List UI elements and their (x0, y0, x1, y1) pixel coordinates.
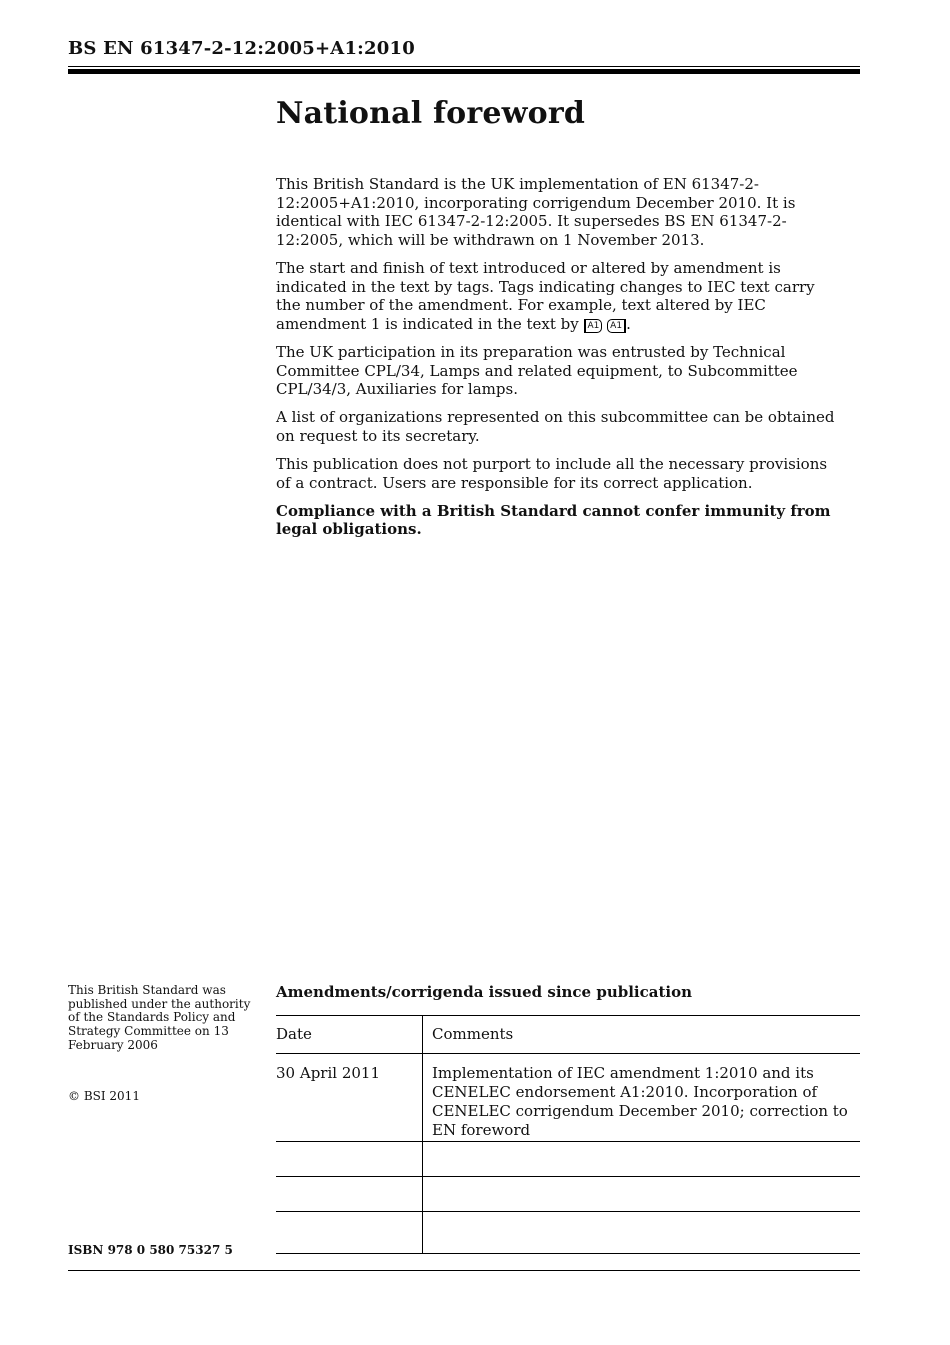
isbn: ISBN 978 0 580 75327 5 (68, 1243, 233, 1257)
table-row (276, 1054, 860, 1142)
paragraph-organizations: A list of organizations represented on this subcommittee can be obtained on request to its secretary. (276, 408, 835, 445)
amendments-title: Amendments/corrigenda issued since publication (276, 983, 692, 1001)
paragraph-tags-end: . (626, 314, 631, 333)
amendments-table (276, 1015, 860, 1254)
paragraph-participation: The UK participation in its preparation was entrusted by Technical Committee CPL/34, Lamps and related equipment, to Subcommittee CPL/34/3, Auxiliaries for lamps. (276, 342, 798, 399)
footer-rule (68, 1270, 860, 1271)
paragraph-compliance: Compliance with a British Standard cannot confer immunity from legal obligations. (276, 501, 831, 539)
publication-note: This British Standard was published under the authority of the Standards Policy and Strategy Committee on 13 February 2006 (68, 983, 251, 1052)
table-header-row (276, 1016, 860, 1054)
page-title: National foreword (276, 96, 586, 131)
paragraph-tags-text: The start and finish of text introduced or altered by amendment is indicated in the text by tags. Tags indicating changes to IEC text carry the number of the amendment. For example, text altered by IEC amendment 1 is indicated in the text by (276, 258, 815, 333)
foreword-body (276, 175, 836, 549)
amendment-end-tag-icon: A1 (607, 319, 626, 333)
header-rule-thick (68, 69, 860, 74)
table-row-empty (276, 1212, 860, 1254)
table-row-empty (276, 1177, 860, 1212)
row-date: 30 April 2011 (276, 1054, 423, 1142)
header-comments: Comments (423, 1016, 861, 1054)
table-row-empty (276, 1142, 860, 1177)
copyright-notice: © BSI 2011 (68, 1089, 140, 1103)
paragraph-implementation: This British Standard is the UK implementation of EN 61347-2-12:2005+A1:2010, incorporating corrigendum December 2010. It is identical with IEC 61347-2-12:2005. It supersedes BS EN 61347-2-12:2005, which will be withdrawn on 1 November 2013. (276, 175, 796, 249)
header-date: Date (276, 1016, 423, 1054)
paragraph-contract: This publication does not purport to include all the necessary provisions of a contract. Users are responsible for its correct application. (276, 455, 828, 492)
row-comments: Implementation of IEC amendment 1:2010 and its CENELEC endorsement A1:2010. Incorporation of CENELEC corrigendum December 2010; correction to EN foreword (423, 1054, 861, 1142)
header-rule-thin (68, 66, 860, 67)
amendment-start-tag-icon: A1 (584, 319, 603, 333)
paragraph-tags (276, 259, 836, 333)
document-code: BS EN 61347-2-12:2005+A1:2010 (68, 38, 415, 59)
